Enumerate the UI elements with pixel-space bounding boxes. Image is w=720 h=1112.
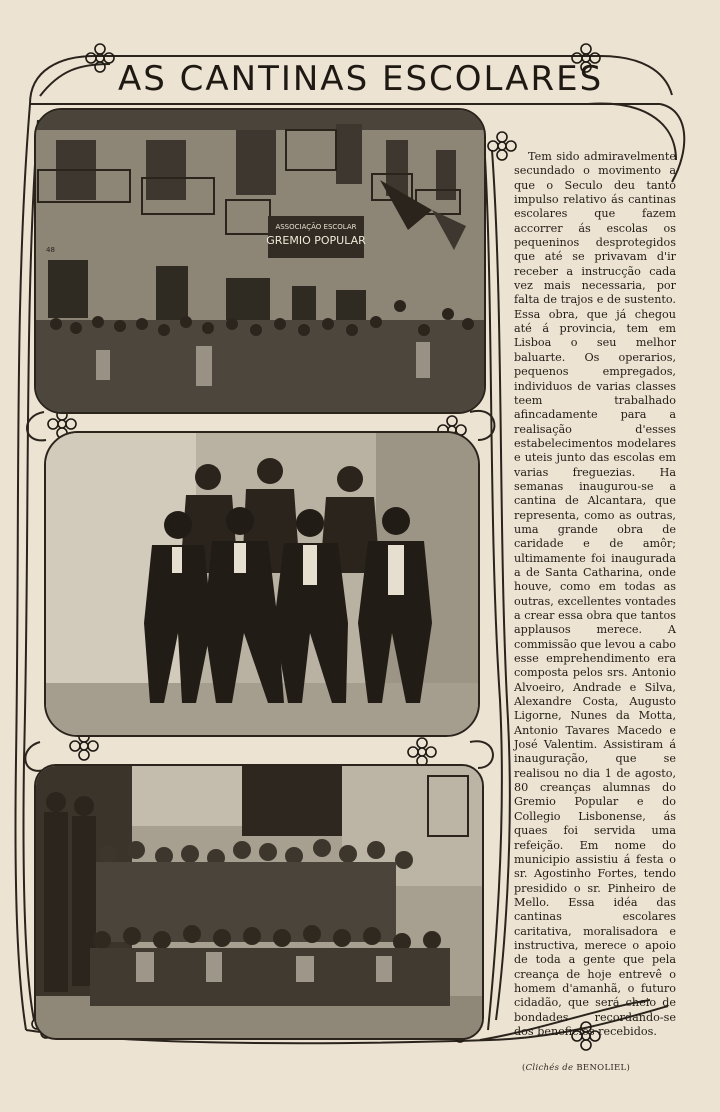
sign-association-text: ASSOCIAÇÃO ESCOLAR xyxy=(275,223,357,231)
credit-open-paren: ( xyxy=(522,1063,526,1073)
photo-children-group xyxy=(34,764,484,1040)
page-title: AS CANTINAS ESCOLARES xyxy=(118,59,604,99)
photo-committee-portrait xyxy=(44,431,480,737)
credit-close-paren: ) xyxy=(626,1063,631,1073)
article-paragraph: Tem sido admiravelmente secundado o movimento a que o Seculo deu tanto impulso relativo ás cantinas escolares que fazem accorrer ás escolas os pequeninos desprotegidos que até se privavam d'ir receber a instrucção cada vez mais necessaria, por falta de trajos e de sustento. Essa obra, que já chegou até á provincia, tem em Lisboa o seu melhor baluarte. Os operarios, pequenos empregados, individuos de varias classes teem trabalhado afincadamente para a realisação d'esses estabelecimentos modelares e uteis junto das escolas em varias freguezias. Ha semanas inaugurou-se a cantina de Alcantara, que representa, como as outras, uma grande obra de caridade e de amôr; ultimamente foi inaugurada a de Santa Catharina, onde houve, como em todas as outras, excellentes vontades a crear essa obra que tantos applausos merece. A commissão que levou a cabo esse emprehendimento era composta pelos srs. Antonio Alvoeiro, Andrade e Silva, Alexandre Costa, Augusto Ligorne, Nunes da Motta, Antonio Tavares Macedo e José Valentim. Assistiram á inauguração, que se realisou no dia 1 de agosto, 80 creanças alumnas do Gremio Popular e do Collegio Lisbonense, ás quaes foi servida uma refeição. Em nome do municipio assistiu á festa o sr. Agostinho Fortes, tendo presidido o sr. Pinheiro de Mello. Essa idéa das cantinas escolares caritativa, moralisadora e instructiva, merece o apoio de toda a gente que pela creança de hoje entrevê o homem d'amanhã, o futuro cidadão, que será cheio de bondades recordando-se dos beneficios recebidos. xyxy=(514,150,676,1038)
credit-name: BENOLIEL xyxy=(576,1063,627,1073)
credit-label: Clichés de xyxy=(525,1063,574,1073)
photo-credit xyxy=(522,1063,662,1073)
sign-gremio-text: GREMIO POPULAR xyxy=(266,234,366,247)
door-number-text: 48 xyxy=(46,246,55,254)
article-text xyxy=(514,150,676,1039)
photo-building-crowd xyxy=(34,108,486,414)
